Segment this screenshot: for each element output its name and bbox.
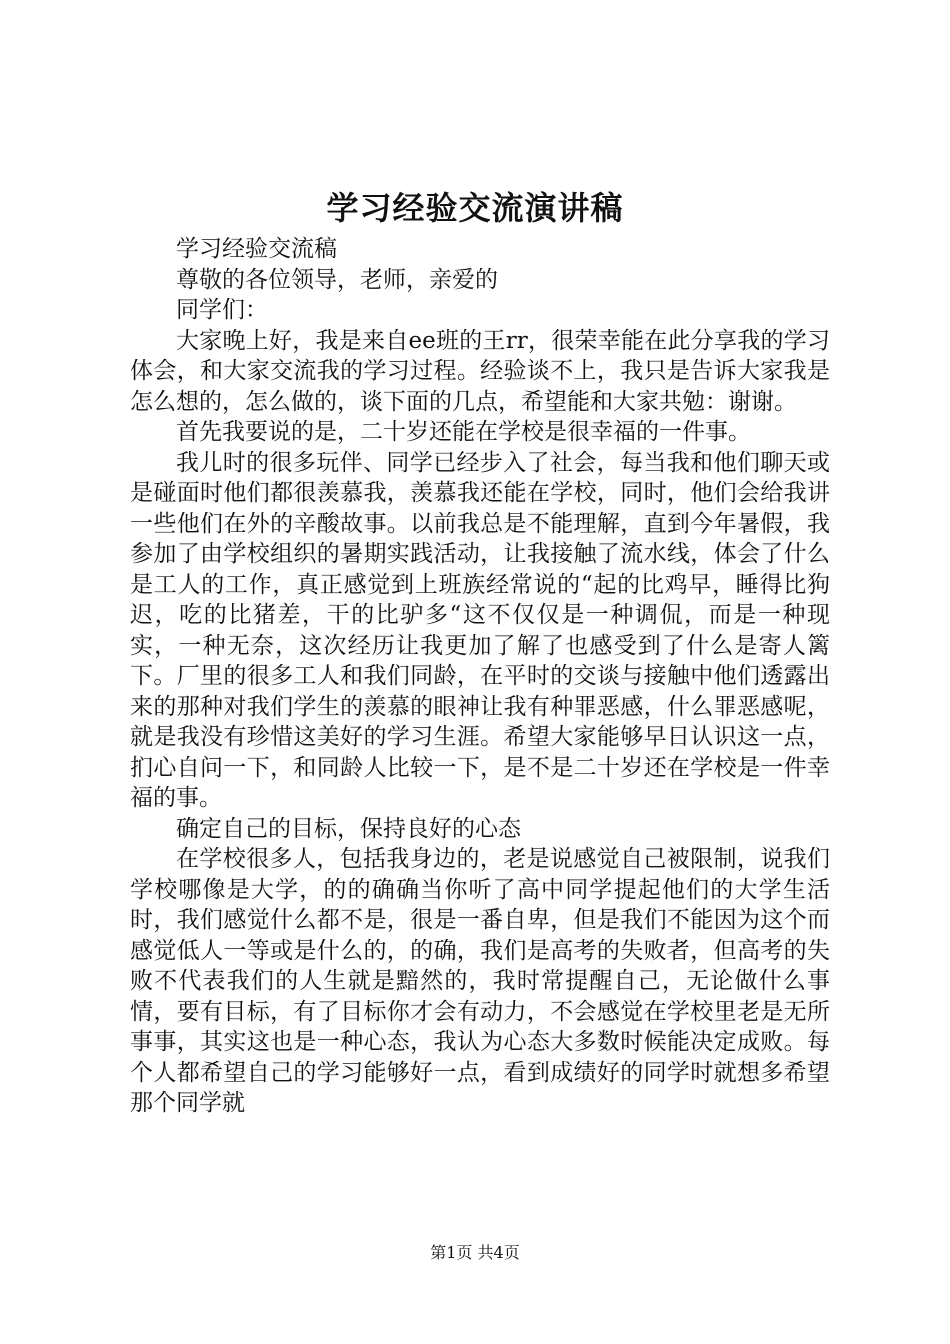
- paragraph-heading: 学习经验交流稿: [176, 236, 337, 262]
- document-title: 学习经验交流演讲稿: [326, 189, 624, 227]
- paragraph-salutation: 尊敬的各位领导，老师，亲爱的: [176, 266, 498, 293]
- paragraph-greeting: 大家晚上好，我是来自ee班的王rr，很荣幸能在此分享我的学习体会，和大家交流我的学习过程。经验谈不上，我只是告诉大家我是怎么想的，怎么做的，谈下面的几点，希望能和大家共勉：谢谢。: [130, 327, 830, 415]
- paragraph-point-two: 确定自己的目标，保持良好的心态: [176, 815, 521, 842]
- paragraph-point-one: 首先我要说的是，二十岁还能在学校是很幸福的一件事。: [176, 419, 751, 445]
- paragraph-salutation-cont: 同学们：: [176, 297, 268, 323]
- page-number-footer: 第1页 共4页: [430, 1243, 520, 1262]
- paragraph-mindset: 在学校很多人，包括我身边的，老是说感觉自己被限制，说我们学校哪像是大学，的的确确当你听了高中同学提起他们的大学生活时，我们感觉什么都不是，很是一番自卑，但是我们不能因为这个而感觉低人一等或是什么的，的确，我们是高考的失败者，但高考的失败不代表我们的人生就是黯然的，我时常提醒自己，无论做什么事情，要有目标，有了目标你才会有动力，不会感觉在学校里老是无所事事，其实这也是一种心态，我认为心态大多数时候能决定成败。每个人都希望自己的学习能够好一点，看到成绩好的同学时就想多希望那个同学就: [130, 846, 830, 1116]
- paragraph-story: 我儿时的很多玩伴、同学已经步入了社会，每当我和他们聊天或是碰面时他们都很羡慕我，羡慕我还能在学校，同时，他们会给我讲一些他们在外的辛酸故事。以前我总是不能理解，直到今年暑假，我参加了由学校组织的暑期实践活动，让我接触了流水线，体会了什么是工人的工作，真正感觉到上班族经常说的“起的比鸡早，睡得比狗迟，吃的比猪差，干的比驴多“这不仅仅是一种调侃，而是一种现实，一种无奈，这次经历让我更加了解了也感受到了什么是寄人篱下。厂里的很多工人和我们同龄，在平时的交谈与接触中他们透露出来的那种对我们学生的羡慕的眼神让我有种罪恶感，什么罪恶感呢，就是我没有珍惜这美好的学习生涯。希望大家能够早日认识这一点，扪心自问一下，和同龄人比较一下，是不是二十岁还在学校是一件幸福的事。: [130, 449, 830, 811]
- document-body: [130, 234, 830, 1119]
